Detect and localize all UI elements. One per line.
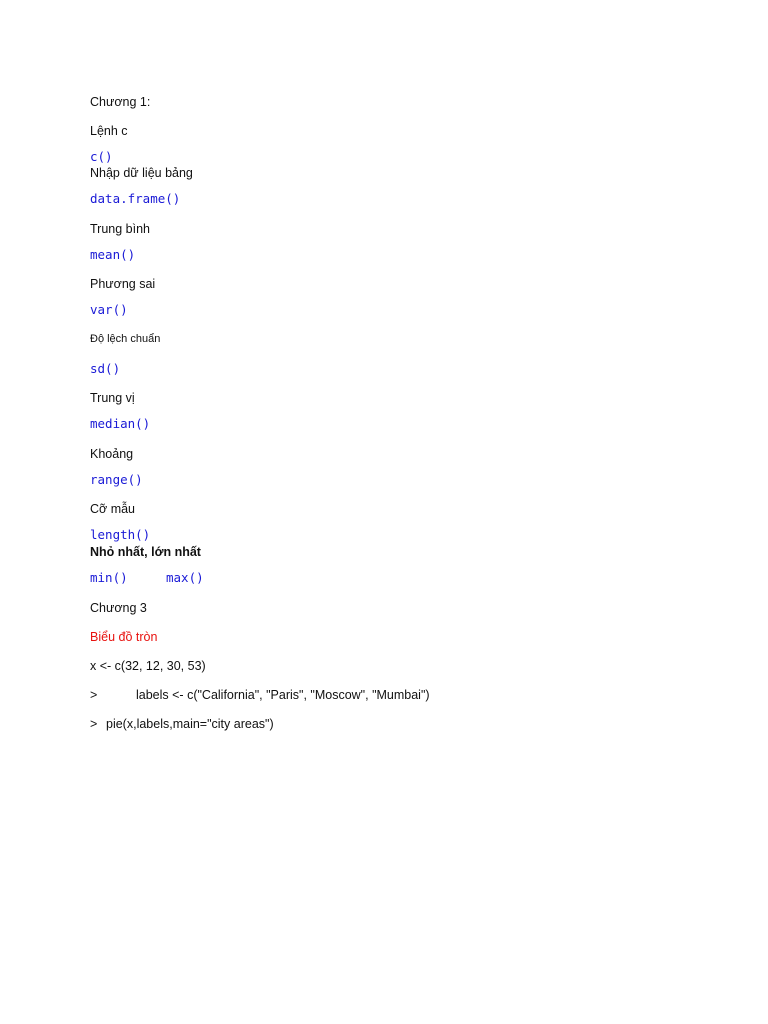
code-median: median(): [90, 416, 151, 431]
code-line-x: x <- c(32, 12, 30, 53): [90, 659, 206, 673]
label-variance: Phương sai: [90, 277, 156, 291]
prompt-symbol: >: [90, 717, 98, 731]
chapter-1-heading: Chương 1:: [90, 95, 151, 109]
label-sample-size: Cỡ mẫu: [90, 502, 136, 516]
code-length: length(): [90, 527, 151, 542]
pie-chart-heading: Biểu đồ tròn: [90, 630, 158, 644]
code-max: max(): [166, 570, 204, 585]
prompt-symbol: >: [90, 688, 98, 702]
chapter-3-heading: Chương 3: [90, 601, 147, 615]
code-line-pie: pie(x,labels,main="city areas"): [106, 717, 274, 731]
code-line-labels: labels <- c("California", "Paris", "Moscow", "Mumbai"): [136, 688, 430, 702]
label-input-table: Nhập dữ liệu bảng: [90, 166, 193, 180]
label-std-dev: Độ lệch chuẩn: [90, 333, 161, 345]
code-sd: sd(): [90, 361, 121, 376]
label-c-command: Lệnh c: [90, 124, 128, 138]
code-data-frame: data.frame(): [90, 191, 181, 206]
label-mean: Trung bình: [90, 222, 150, 236]
code-c: c(): [90, 149, 113, 164]
code-mean: mean(): [90, 247, 136, 262]
label-range: Khoảng: [90, 447, 134, 461]
label-median: Trung vị: [90, 391, 135, 405]
code-min: min(): [90, 570, 128, 585]
code-var: var(): [90, 302, 128, 317]
code-range: range(): [90, 472, 143, 487]
label-min-max: Nhỏ nhất, lớn nhất: [90, 545, 201, 559]
